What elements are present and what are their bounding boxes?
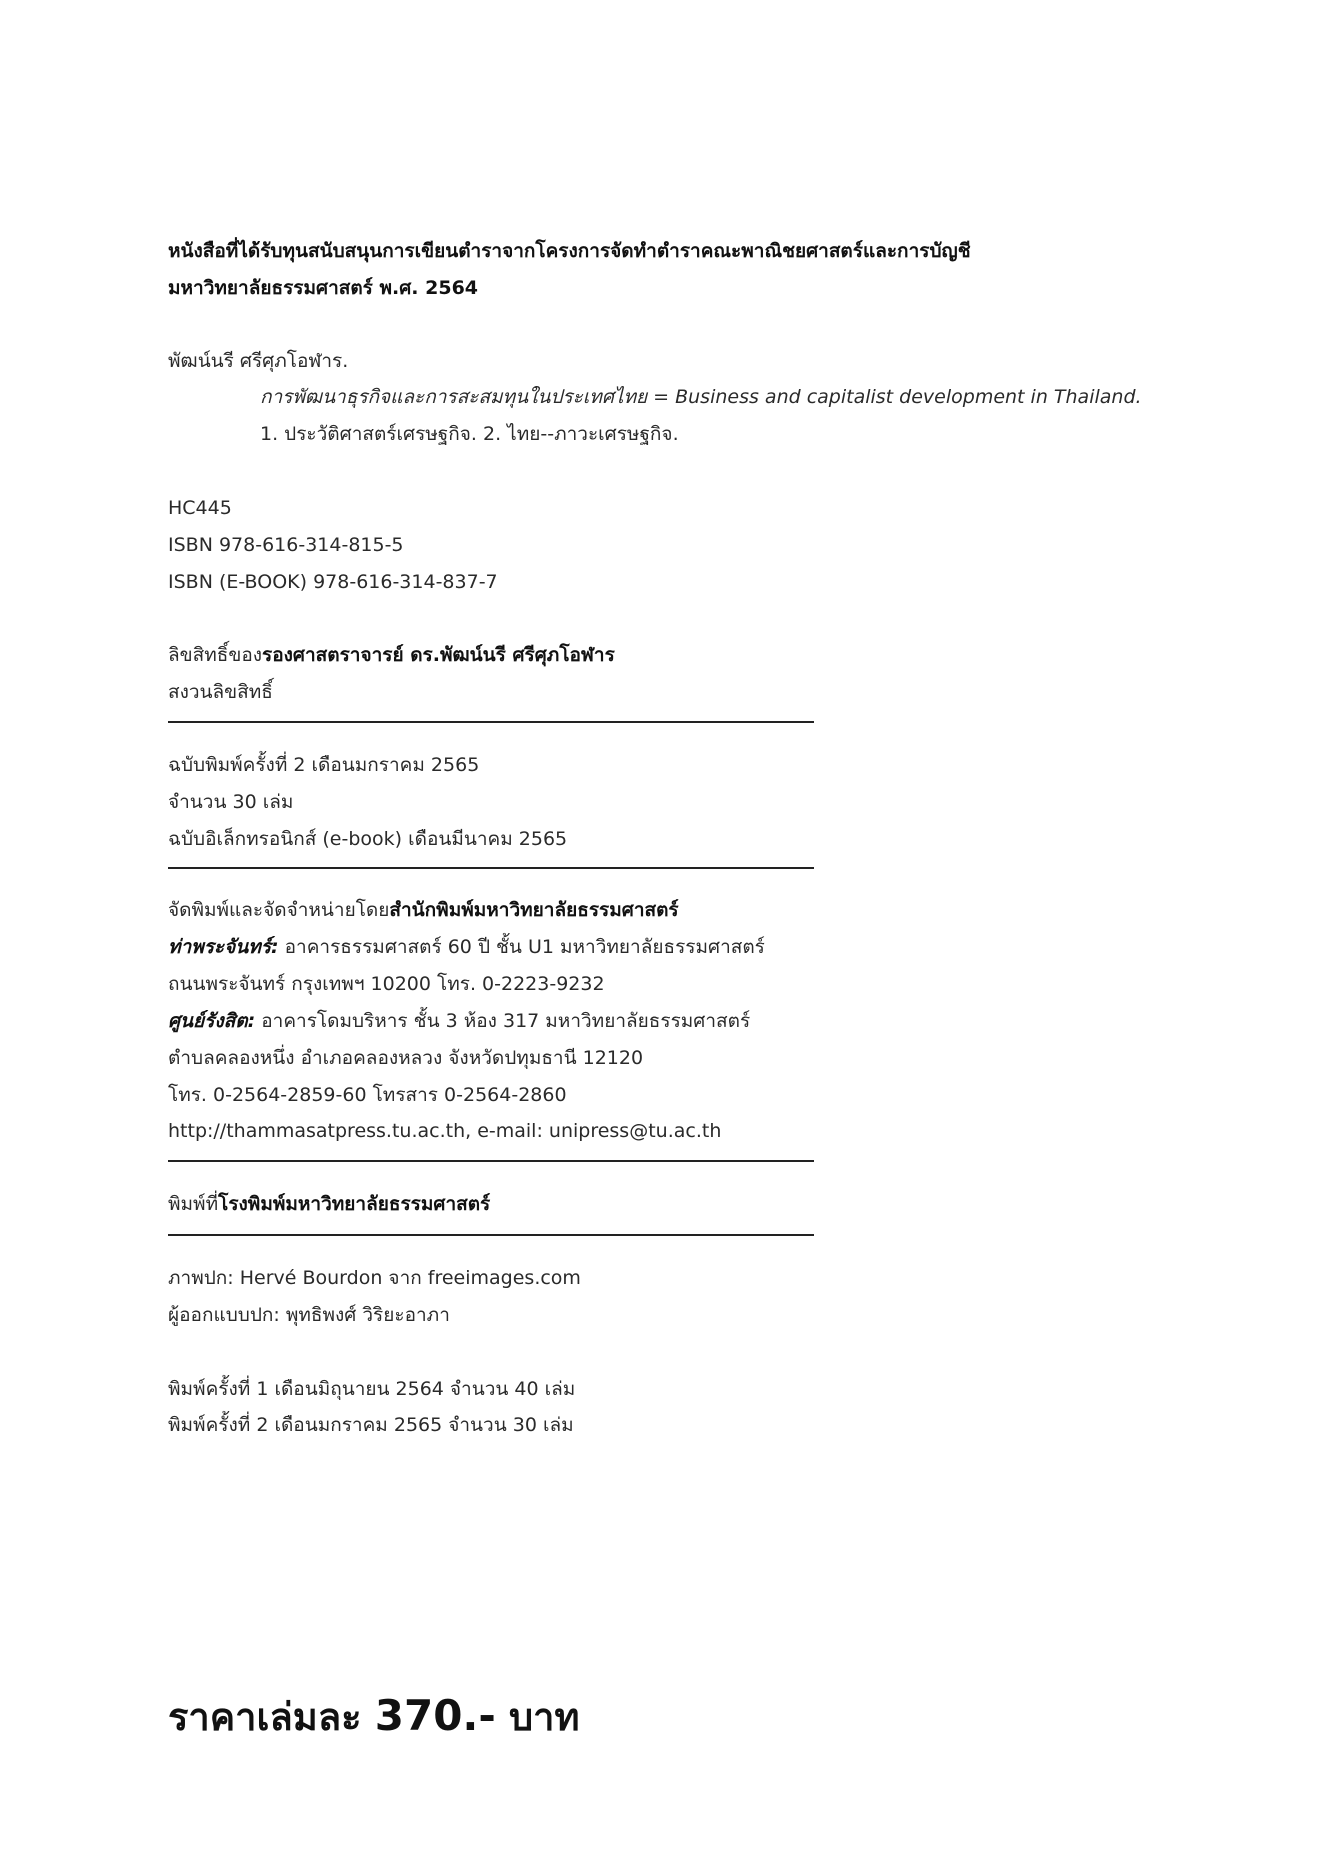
cover-image-credit: ภาพปก: Hervé Bourdon จาก freeimages.com bbox=[168, 1267, 581, 1289]
copyright-prefix: ลิขสิทธิ์ของ bbox=[168, 644, 263, 666]
price-amount: 370.- bbox=[374, 1691, 496, 1740]
call-number: HC445 bbox=[168, 497, 232, 519]
catalog-subjects: 1. ประวัติศาสตร์เศรษฐกิจ. 2. ไทย--ภาวะเศรษฐกิจ. bbox=[260, 423, 679, 445]
divider-4 bbox=[168, 1234, 814, 1236]
rangsit-address-1 bbox=[168, 1008, 750, 1034]
edition-line-3: ฉบับอิเล็กทรอนิกส์ (e-book) เดือนมีนาคม 2565 bbox=[168, 828, 568, 850]
copyright-line bbox=[168, 642, 615, 668]
cover-designer: ผู้ออกแบบปก: พุทธิพงศ์ วิริยะอาภา bbox=[168, 1304, 450, 1326]
divider-3 bbox=[168, 1160, 814, 1162]
printer-line bbox=[168, 1191, 490, 1217]
rangsit-addr1: อาคารโดมบริหาร ชั้น 3 ห้อง 317 มหาวิทยาลัยธรรมศาสตร์ bbox=[255, 1010, 751, 1032]
price-line bbox=[168, 1692, 580, 1741]
print-history-first: พิมพ์ครั้งที่ 1 เดือนมิถุนายน 2564 จำนวน 40 เล่ม bbox=[168, 1378, 576, 1400]
tha-prachan-label: ท่าพระจันทร์: bbox=[168, 936, 279, 958]
price-prefix: ราคาเล่มละ bbox=[168, 1695, 375, 1739]
divider-2 bbox=[168, 867, 814, 869]
catalog-author: พัฒน์นรี ศรีศุภโอฬาร. bbox=[168, 350, 349, 372]
isbn-print: ISBN 978-616-314-815-5 bbox=[168, 534, 404, 556]
publisher-line bbox=[168, 897, 679, 923]
rangsit-label: ศูนย์รังสิต: bbox=[168, 1010, 256, 1032]
copyright-holder: รองศาสตราจารย์ ดร.พัฒน์นรี ศรีศุภโอฬาร bbox=[262, 644, 615, 666]
isbn-ebook: ISBN (E-BOOK) 978-616-314-837-7 bbox=[168, 571, 498, 593]
edition-line-2: จำนวน 30 เล่ม bbox=[168, 791, 294, 813]
tha-prachan-addr1: อาคารธรรมศาสตร์ 60 ปี ชั้น U1 มหาวิทยาลัยธรรมศาสตร์ bbox=[278, 936, 765, 958]
price-suffix: บาท bbox=[495, 1695, 580, 1739]
print-history-second: พิมพ์ครั้งที่ 2 เดือนมกราคม 2565 จำนวน 30 เล่ม bbox=[168, 1414, 574, 1436]
divider-1 bbox=[168, 721, 814, 723]
funding-line-2: มหาวิทยาลัยธรรมศาสตร์ พ.ศ. 2564 bbox=[168, 277, 479, 299]
rangsit-address-2: ตำบลคลองหนึ่ง อำเภอคลองหลวง จังหวัดปทุมธานี 12120 bbox=[168, 1047, 644, 1069]
tha-prachan-address-1 bbox=[168, 934, 765, 960]
rights-reserved: สงวนลิขสิทธิ์ bbox=[168, 681, 273, 703]
funding-line-1: หนังสือที่ได้รับทุนสนับสนุนการเขียนตำราจากโครงการจัดทำตำราคณะพาณิชยศาสตร์และการบัญชี bbox=[168, 240, 971, 262]
printer-prefix: พิมพ์ที่ bbox=[168, 1193, 219, 1215]
publisher-prefix: จัดพิมพ์และจัดจำหน่ายโดย bbox=[168, 899, 390, 921]
tha-prachan-address-2: ถนนพระจันทร์ กรุงเทพฯ 10200 โทร. 0-2223-9232 bbox=[168, 973, 605, 995]
catalog-title: การพัฒนาธุรกิจและการสะสมทุนในประเทศไทย = Business and capitalist development in Thailand. bbox=[260, 386, 1142, 408]
phone-fax: โทร. 0-2564-2859-60 โทรสาร 0-2564-2860 bbox=[168, 1084, 567, 1106]
web-email: http://thammasatpress.tu.ac.th, e-mail: unipress@tu.ac.th bbox=[168, 1120, 722, 1142]
publisher-name: สำนักพิมพ์มหาวิทยาลัยธรรมศาสตร์ bbox=[389, 899, 679, 921]
edition-line-1: ฉบับพิมพ์ครั้งที่ 2 เดือนมกราคม 2565 bbox=[168, 754, 480, 776]
printer-name: โรงพิมพ์มหาวิทยาลัยธรรมศาสตร์ bbox=[218, 1193, 491, 1215]
